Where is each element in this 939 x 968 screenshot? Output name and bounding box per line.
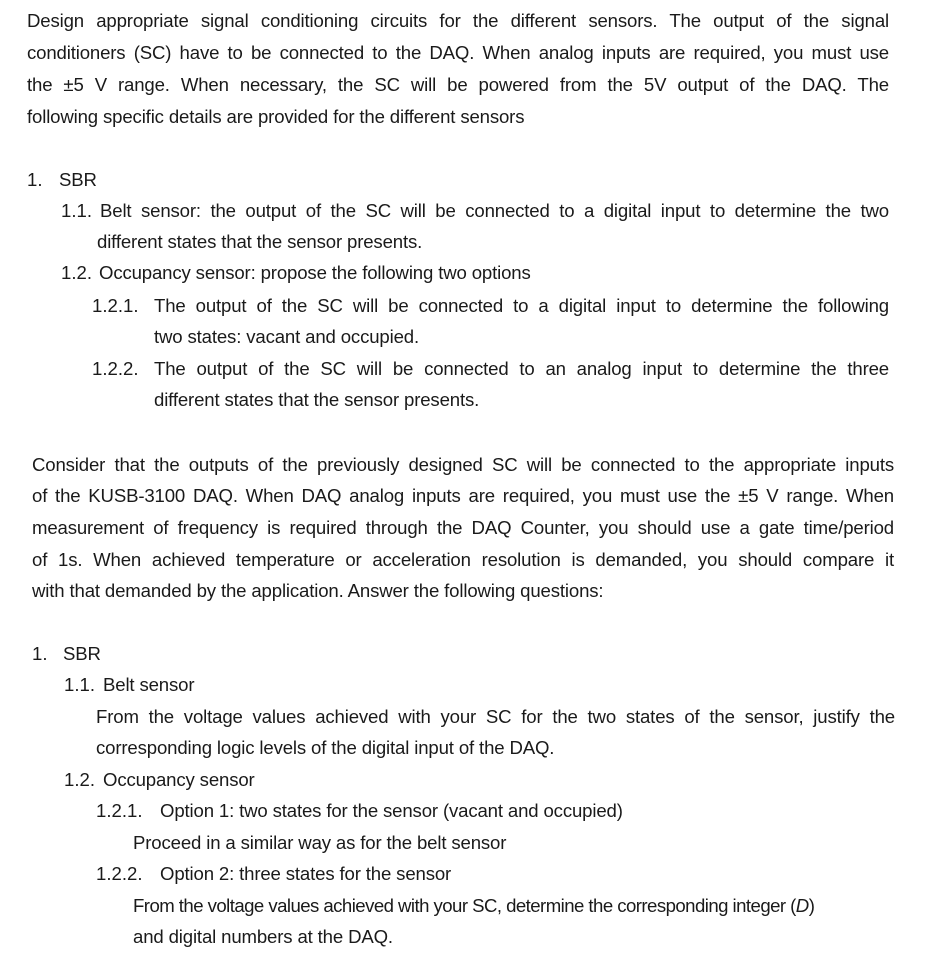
questions-intro-line-1: Consider that the outputs of the previously designed SC will be connected to the appropriate inputs bbox=[32, 454, 894, 475]
body-line-1-after: ) bbox=[808, 895, 815, 916]
list2-item1-1-body-line-1: From the voltage values achieved with your SC for the two states of the sensor, justify the bbox=[96, 706, 895, 727]
list1-item1-1-line-2: different states that the sensor presents. bbox=[97, 231, 423, 252]
list2-item1-label: SBR bbox=[63, 643, 101, 664]
list1-item1-1-line-1: Belt sensor: the output of the SC will be connected to a digital input to determine the two bbox=[100, 200, 889, 221]
list2-item1-2-2-label: Option 2: three states for the sensor bbox=[160, 863, 452, 884]
list2-item1-2-number: 1.2. bbox=[64, 769, 96, 790]
list1-item1-2-text: Occupancy sensor: propose the following two options bbox=[99, 262, 531, 283]
list2-item1-1-body-line-2: corresponding logic levels of the digital input of the DAQ. bbox=[96, 737, 555, 758]
questions-intro-line-3: measurement of frequency is required through the DAQ Counter, you should use a gate time/period bbox=[32, 517, 894, 538]
list1-item1-1-number: 1.1. bbox=[61, 200, 93, 221]
list1-item1-2-1-line-1: The output of the SC will be connected to a digital input to determine the following bbox=[154, 295, 889, 316]
list1-item1-2-2-number: 1.2.2. bbox=[92, 358, 139, 379]
list2-item1-2-1-label: Option 1: two states for the sensor (vacant and occupied) bbox=[160, 800, 623, 821]
list2-item1-2-2-body-line-1 bbox=[133, 894, 814, 918]
list1-item1-2-1-number: 1.2.1. bbox=[92, 295, 139, 316]
list1-item1-number: 1. bbox=[27, 169, 43, 190]
list2-item1-1-label: Belt sensor bbox=[103, 674, 195, 695]
list2-item1-1-number: 1.1. bbox=[64, 674, 96, 695]
intro-line-1: Design appropriate signal conditioning circuits for the different sensors. The output of the signal bbox=[27, 10, 889, 31]
intro-line-2: conditioners (SC) have to be connected to the DAQ. When analog inputs are required, you must use bbox=[27, 42, 889, 63]
intro-line-4: following specific details are provided for the different sensors bbox=[27, 106, 525, 127]
list1-item1-2-number: 1.2. bbox=[61, 262, 93, 283]
integer-variable-d: D bbox=[795, 895, 809, 916]
list1-item1-2-2-line-1: The output of the SC will be connected to an analog input to determine the three bbox=[154, 358, 889, 379]
body-line-1-before: From the voltage values achieved with your SC, determine the corresponding integer ( bbox=[133, 895, 796, 916]
list2-item1-2-2-number: 1.2.2. bbox=[96, 863, 143, 884]
intro-line-3: the ±5 V range. When necessary, the SC will be powered from the 5V output of the DAQ. The bbox=[27, 74, 889, 95]
list2-item1-2-2-body-line-2: and digital numbers at the DAQ. bbox=[133, 926, 393, 947]
questions-intro-line-4: of 1s. When achieved temperature or acceleration resolution is demanded, you should compare it bbox=[32, 549, 894, 570]
questions-intro-line-2: of the KUSB-3100 DAQ. When DAQ analog inputs are required, you must use the ±5 V range. When bbox=[32, 485, 894, 506]
list2-item1-number: 1. bbox=[32, 643, 48, 664]
list2-item1-2-1-number: 1.2.1. bbox=[96, 800, 143, 821]
list1-item1-2-1-line-2: two states: vacant and occupied. bbox=[154, 326, 419, 347]
list2-item1-2-1-body: Proceed in a similar way as for the belt sensor bbox=[133, 832, 507, 853]
questions-intro-line-5: with that demanded by the application. Answer the following questions: bbox=[32, 580, 604, 601]
list1-item1-label: SBR bbox=[59, 169, 97, 190]
list1-item1-2-2-line-2: different states that the sensor presents. bbox=[154, 389, 480, 410]
list2-item1-2-label: Occupancy sensor bbox=[103, 769, 255, 790]
